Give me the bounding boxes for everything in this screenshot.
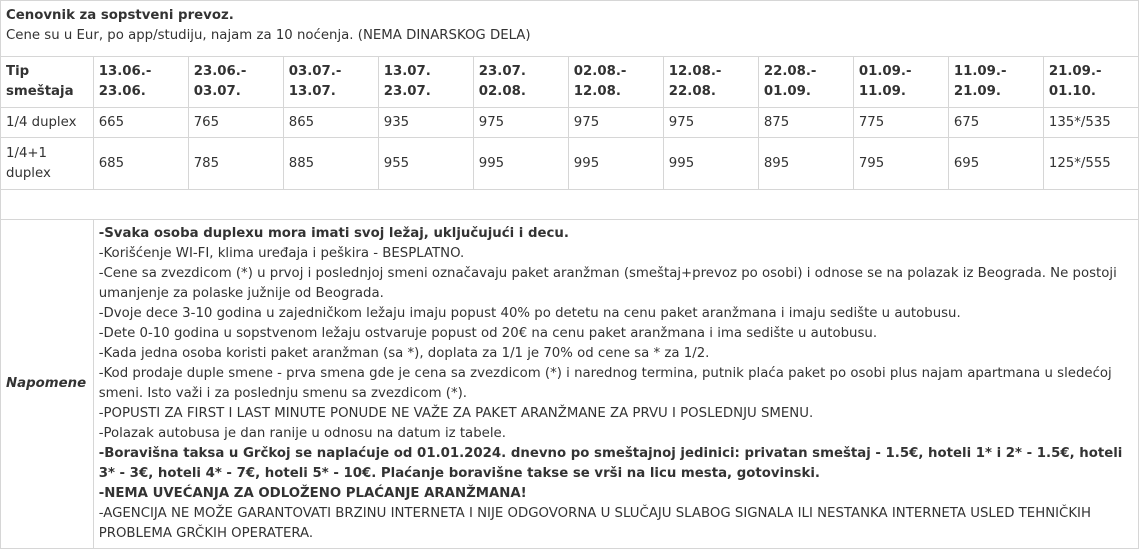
period-end: 22.08. xyxy=(668,84,716,99)
price-cell: 895 xyxy=(758,138,853,190)
period-start: 21.09.- xyxy=(1048,64,1102,79)
column-header-period xyxy=(188,57,283,108)
period-start: 22.08.- xyxy=(763,64,817,79)
page-subtitle: Cene su u Eur, po app/studiju, najam za 10 noćenja. (NEMA DINARSKOG DELA) xyxy=(6,28,531,43)
row-type-label: 1/4 duplex xyxy=(1,108,94,138)
price-cell: 685 xyxy=(93,138,188,190)
price-cell: 675 xyxy=(948,108,1043,138)
column-header-period xyxy=(283,57,378,108)
price-cell: 885 xyxy=(283,138,378,190)
note-item: -Kada jedna osoba koristi paket aranžman (sa *), doplata za 1/1 je 70% od cene sa * za 1/2. xyxy=(98,346,710,361)
notes-row xyxy=(1,220,1139,549)
price-cell: 875 xyxy=(758,108,853,138)
column-header-period xyxy=(1043,57,1138,108)
note-item: -Svaka osoba duplexu mora imati svoj ležaj, uključujući i decu. xyxy=(98,226,569,241)
column-header-period xyxy=(663,57,758,108)
price-cell: 935 xyxy=(378,108,473,138)
notes-cell xyxy=(93,220,1138,549)
price-cell: 995 xyxy=(473,138,568,190)
price-cell: 665 xyxy=(93,108,188,138)
column-header-period xyxy=(568,57,663,108)
column-header-period xyxy=(93,57,188,108)
price-cell: 995 xyxy=(663,138,758,190)
price-cell: 785 xyxy=(188,138,283,190)
row-type-label: 1/4+1 duplex xyxy=(1,138,94,190)
spacer-row xyxy=(1,190,1139,220)
period-end: 12.08. xyxy=(573,84,621,99)
period-end: 01.09. xyxy=(763,84,811,99)
column-header-type: Tip smeštaja xyxy=(1,57,94,108)
note-item: -AGENCIJA NE MOŽE GARANTOVATI BRZINU INTERNETA I NIJE ODGOVORNA U SLUČAJU SLABOG SIGNALA ILI NESTANKA INTERNETA USLED TEHNIČKIH PROBLEMA GRČKIH OPERATERA. xyxy=(98,506,1091,541)
note-item: -Dvoje dece 3-10 godina u zajedničkom ležaju imaju popust 40% po detetu na cenu paket aranžmana i imaju sedište u autobusu. xyxy=(98,306,961,321)
note-item: -POPUSTI ZA FIRST I LAST MINUTE PONUDE NE VAŽE ZA PAKET ARANŽMANE ZA PRVU I POSLEDNJU SMENU. xyxy=(98,406,814,421)
price-cell: 125*/555 xyxy=(1043,138,1138,190)
period-start: 03.07.- xyxy=(288,64,342,79)
price-cell: 865 xyxy=(283,108,378,138)
period-end: 02.08. xyxy=(478,84,526,99)
column-header-row xyxy=(1,57,1139,108)
notes-list xyxy=(99,224,1133,544)
period-start: 13.07. xyxy=(383,64,431,79)
price-cell: 695 xyxy=(948,138,1043,190)
period-start: 01.09.- xyxy=(858,64,912,79)
period-end: 01.10. xyxy=(1048,84,1096,99)
period-start: 13.06.- xyxy=(98,64,152,79)
note-item: -Korišćenje WI-FI, klima uređaja i peškira - BESPLATNO. xyxy=(98,246,465,261)
period-start: 02.08.- xyxy=(573,64,627,79)
price-cell: 975 xyxy=(663,108,758,138)
column-header-period xyxy=(758,57,853,108)
note-item: -NEMA UVEĆANJA ZA ODLOŽENO PLAĆANJE ARANŽMANA! xyxy=(98,486,527,501)
price-cell: 975 xyxy=(568,108,663,138)
page-title: Cenovnik za sopstveni prevoz. xyxy=(6,8,234,23)
column-header-period xyxy=(378,57,473,108)
note-item: -Kod prodaje duple smene - prva smena gde je cena sa zvezdicom (*) i narednog termina, putnik plaća paket po osobi plus najam apartmana u sledećoj smeni. Isto važi i za poslednju smenu sa zvezdicom (*). xyxy=(98,366,1112,401)
spacer-cell xyxy=(1,190,1139,220)
note-item: -Boravišna taksa u Grčkoj se naplaćuje od 01.01.2024. dnevno po smeštajnoj jedinici: privatan smeštaj - 1.5€, hoteli 1* i 2* - 1.5€, hoteli 3* - 3€, hoteli 4* - 7€, hoteli 5* - 10€. Plaćanje boravišne takse se vrši na licu mesta, gotovinski. xyxy=(98,446,1123,481)
period-start: 11.09.- xyxy=(953,64,1007,79)
price-cell: 135*/535 xyxy=(1043,108,1138,138)
caption-cell xyxy=(1,1,1139,57)
column-header-period xyxy=(948,57,1043,108)
table-caption-row xyxy=(1,1,1139,57)
period-end: 03.07. xyxy=(193,84,241,99)
price-cell: 775 xyxy=(853,108,948,138)
period-start: 12.08.- xyxy=(668,64,722,79)
note-item: -Cene sa zvezdicom (*) u prvoj i poslednjoj smeni označavaju paket aranžman (smeštaj+prevoz po osobi) i odnose se na polazak iz Beograda. Ne postoji umanjenje za polaske južnije od Beograda. xyxy=(98,266,1117,301)
note-item: -Polazak autobusa je dan ranije u odnosu na datum iz tabele. xyxy=(98,426,506,441)
period-end: 11.09. xyxy=(858,84,906,99)
price-cell: 975 xyxy=(473,108,568,138)
column-header-period xyxy=(473,57,568,108)
period-end: 21.09. xyxy=(953,84,1001,99)
note-item: -Dete 0-10 godina u sopstvenom ležaju ostvaruje popust od 20€ na cenu paket aranžmana i ima sedište u autobusu. xyxy=(98,326,878,341)
price-cell: 795 xyxy=(853,138,948,190)
price-cell: 765 xyxy=(188,108,283,138)
notes-label: Napomene xyxy=(1,220,94,549)
period-end: 23.07. xyxy=(383,84,431,99)
price-cell: 995 xyxy=(568,138,663,190)
price-cell: 955 xyxy=(378,138,473,190)
period-end: 13.07. xyxy=(288,84,336,99)
column-header-period xyxy=(853,57,948,108)
table-row xyxy=(1,138,1139,190)
period-start: 23.07. xyxy=(478,64,526,79)
period-end: 23.06. xyxy=(98,84,146,99)
table-row xyxy=(1,108,1139,138)
period-start: 23.06.- xyxy=(193,64,247,79)
